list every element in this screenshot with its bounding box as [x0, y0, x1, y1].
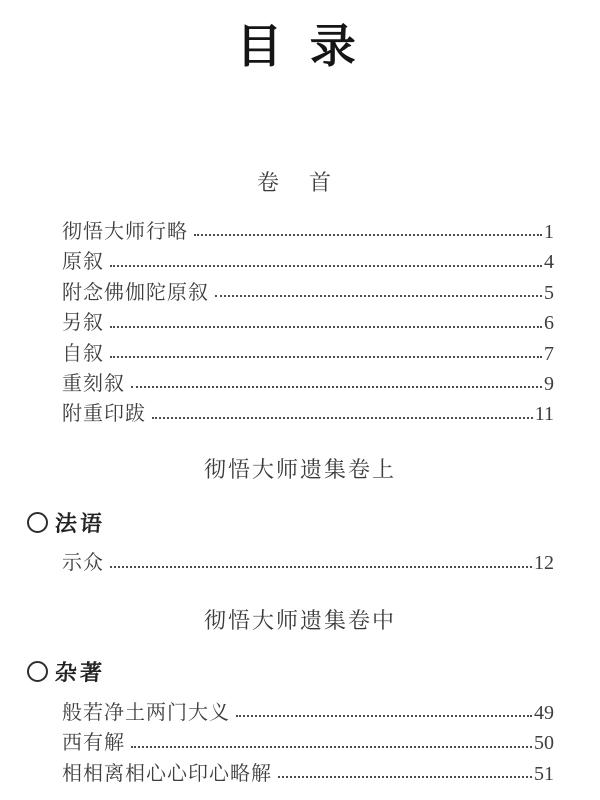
page-number: 4 [544, 251, 554, 274]
front-toc-list [62, 215, 554, 428]
entry-label: 附重印跋 [62, 403, 146, 426]
dot-leader [194, 234, 542, 236]
entry-label: 另叙 [62, 312, 104, 335]
entry-label: 重刻叙 [62, 372, 125, 395]
category-zazhu [27, 660, 600, 684]
toc-entry[interactable] [62, 276, 554, 306]
toc-entry[interactable] [62, 306, 554, 336]
dot-leader [110, 566, 532, 568]
dot-leader [110, 265, 542, 267]
entry-label: 般若净土两门大义 [62, 701, 230, 724]
toc-entry[interactable] [62, 757, 554, 787]
entry-label: 附念佛伽陀原叙 [62, 281, 209, 304]
dot-leader [278, 776, 532, 778]
category-label: 法语 [54, 510, 106, 536]
toc-entry[interactable] [62, 696, 554, 726]
dot-leader [215, 295, 542, 297]
page-title: 目 录 [236, 21, 364, 72]
vol1-toc-list [62, 546, 554, 576]
toc-entry[interactable] [62, 367, 554, 397]
toc-entry[interactable] [62, 337, 554, 367]
toc-entry[interactable] [62, 397, 554, 427]
page-number: 50 [534, 732, 554, 755]
dot-leader [236, 715, 532, 717]
entry-label: 自叙 [62, 342, 104, 365]
dot-leader [131, 746, 532, 748]
category-fayu [27, 510, 600, 534]
toc-entry[interactable] [62, 215, 554, 245]
page-number: 11 [534, 403, 554, 426]
toc-entry[interactable] [62, 245, 554, 275]
page-number: 1 [544, 220, 554, 243]
entry-label: 相相离相心心印心略解 [62, 762, 272, 785]
page-number: 51 [534, 762, 554, 785]
volume2-heading: 彻悟大师遗集卷中 [203, 607, 396, 633]
circle-bullet-icon [27, 661, 48, 682]
vol2-toc-list [62, 696, 554, 787]
front-volume-heading: 卷 首 [256, 169, 344, 195]
dot-leader [110, 356, 542, 358]
category-label: 杂著 [54, 660, 106, 686]
entry-label: 原叙 [62, 251, 104, 274]
page-number: 49 [534, 701, 554, 724]
toc-entry[interactable] [62, 726, 554, 756]
page-number: 7 [544, 342, 554, 365]
entry-label: 示众 [62, 552, 104, 575]
page-number: 5 [544, 281, 554, 304]
page-number: 9 [544, 372, 554, 395]
dot-leader [131, 386, 542, 388]
page-number: 6 [544, 312, 554, 335]
dot-leader [152, 417, 533, 419]
volume1-heading: 彻悟大师遗集卷上 [203, 456, 396, 482]
page-number: 12 [534, 552, 554, 575]
entry-label: 彻悟大师行略 [62, 220, 188, 243]
dot-leader [110, 326, 542, 328]
toc-entry[interactable] [62, 546, 554, 576]
circle-bullet-icon [27, 512, 48, 533]
entry-label: 西有解 [62, 732, 125, 755]
